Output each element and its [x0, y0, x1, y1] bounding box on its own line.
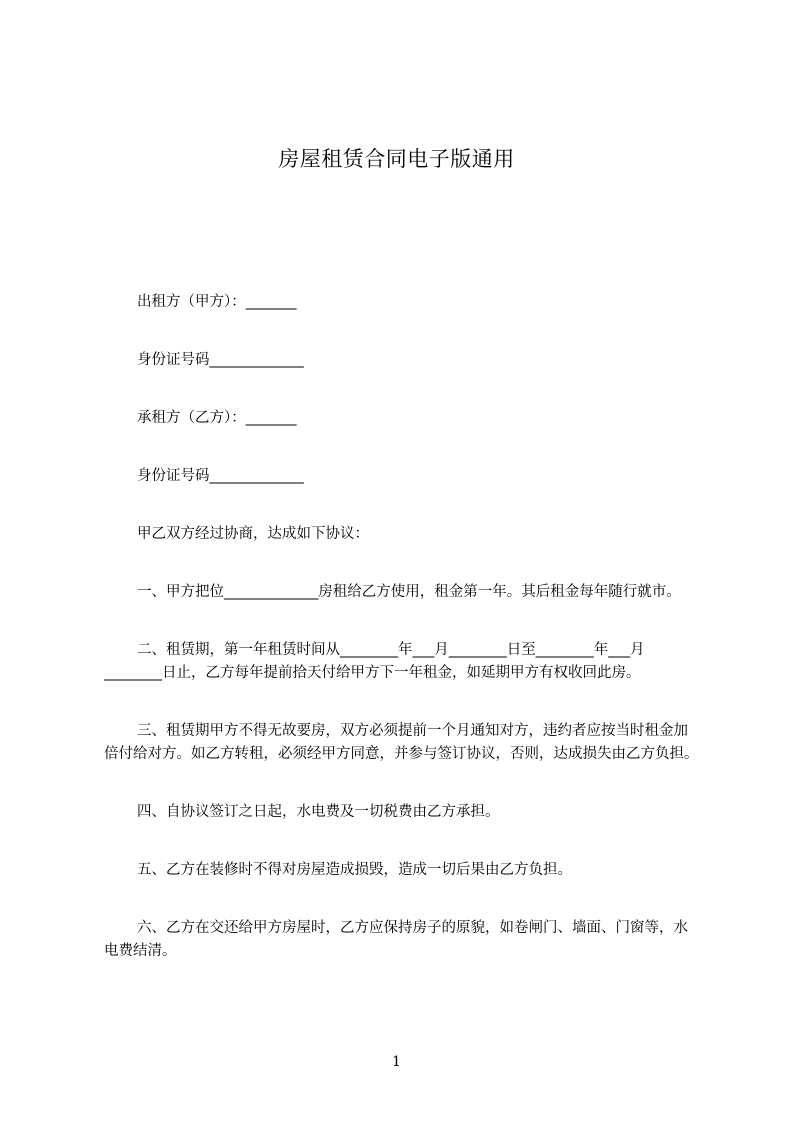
document-title: 房屋租赁合同电子版通用	[278, 147, 515, 171]
lessor-id-line: 身份证号码_____________	[137, 352, 304, 368]
clause-6: 六、乙方在交还给甲方房屋时，乙方应保持房子的原貌，如卷闸门、墙面、门窗等，水电费结清。	[104, 920, 688, 959]
lessor-line: 出租方（甲方）：_______	[137, 294, 297, 310]
clause-4: 四、自协议签订之日起，水电费及一切税费由乙方承担。	[137, 804, 500, 820]
page-number: 1	[392, 1054, 401, 1070]
lessee-id-line: 身份证号码_____________	[137, 468, 304, 484]
clause-5: 五、乙方在装修时不得对房屋造成损毁，造成一切后果由乙方负担。	[137, 862, 572, 878]
clause-1: 一、甲方把位_____________房租给乙方使用，租金第一年。其后租金每年随行就市。	[137, 584, 681, 600]
clause-2: 二、租赁期，第一年租赁时间从________年___月________日至________年___月________日止，乙方每年提前拾天付给甲方下一年租金，如延期甲方有权收回此房。	[104, 642, 645, 681]
clause-3: 三、租赁期甲方不得无故要房，双方必须提前一个月通知对方，违约者应按当时租金加倍付给对方。如乙方转租，必须经甲方同意，并参与签订协议，否则，达成损失由乙方负担。	[104, 723, 699, 762]
agreement-intro: 甲乙双方经过协商，达成如下协议：	[137, 526, 369, 542]
document-body	[104, 291, 700, 998]
lessee-line: 承租方（乙方）：_______	[137, 410, 297, 426]
